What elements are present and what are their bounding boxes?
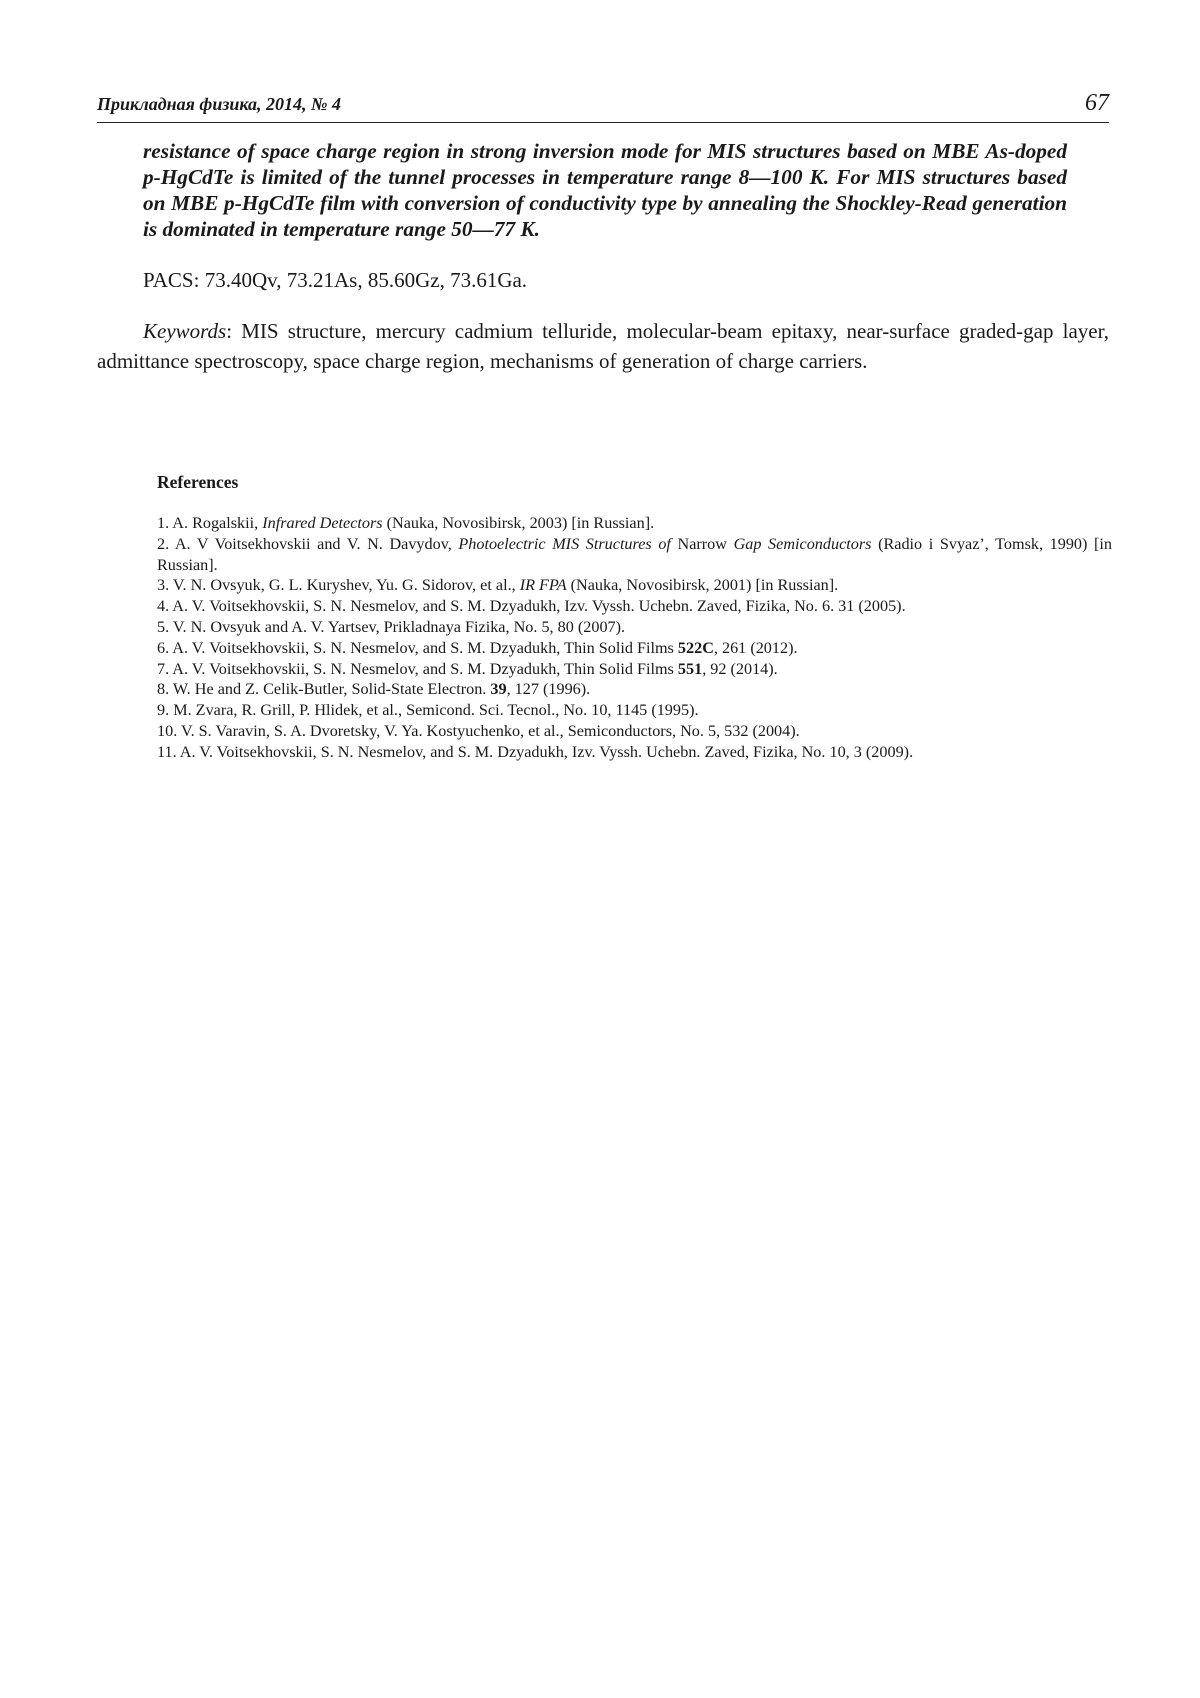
reference-item: 1. A. Rogalskii, Infrared Detectors (Nauka, Novosibirsk, 2003) [in Russian].: [157, 514, 655, 532]
running-header: [97, 92, 1109, 123]
reference-item: 10. V. S. Varavin, S. A. Dvoretsky, V. Ya. Kostyuchenko, et al., Semiconductors, No. 5, 532 (2004).: [157, 721, 800, 740]
reference-item: 5. V. N. Ovsyuk and A. V. Yartsev, Prikladnaya Fizika, No. 5, 80 (2007).: [157, 617, 626, 636]
reference-item: 2. A. V Voitsekhovskii and V. N. Davydov, Photoelectric MIS Structures of Narrow Gap Semiconductors (Radio i Svyaz’, Tomsk, 1990) [in Russian].: [157, 534, 1112, 574]
reference-item: 8. W. He and Z. Celik-Butler, Solid-State Electron. 39, 127 (1996).: [157, 680, 591, 699]
keywords-text: : MIS structure, mercury cadmium telluride, molecular-beam epitaxy, near-surface graded-gap layer, admittance spectroscopy, space charge region, mechanisms of generation of charge carriers.: [97, 319, 1109, 373]
reference-item: 9. M. Zvara, R. Grill, P. Hlidek, et al., Semicond. Sci. Tecnol., No. 10, 1145 (1995).: [157, 701, 699, 720]
reference-item: 7. A. V. Voitsekhovskii, S. N. Nesmelov, and S. M. Dzyadukh, Thin Solid Films 551, 92 (2014).: [157, 659, 778, 678]
reference-item: 11. A. V. Voitsekhovskii, S. N. Nesmelov, and S. M. Dzyadukh, Izv. Vyssh. Uchebn. Zaved, Fizika, No. 10, 3 (2009).: [157, 742, 914, 761]
pacs-codes: PACS: 73.40Qv, 73.21As, 85.60Gz, 73.61Ga.: [143, 268, 528, 292]
journal-citation: Прикладная физика, 2014, № 4: [97, 94, 342, 114]
page-number: 67: [1085, 90, 1109, 116]
reference-list: [157, 513, 1112, 763]
reference-item: 4. A. V. Voitsekhovskii, S. N. Nesmelov, and S. M. Dzyadukh, Izv. Vyssh. Uchebn. Zaved, Fizika, No. 6. 31 (2005).: [157, 597, 906, 616]
abstract-text: resistance of space charge region in strong inversion mode for MIS structures based on MBE As-doped p-HgCdTe is limited of the tunnel processes in temperature range 8—100 K. For MIS structures based on MBE p-HgCdTe film with conversion of conductivity type by annealing the Shockley-Read generation is dominated in temperature range 50—77 K.: [143, 139, 1067, 241]
reference-item: 3. V. N. Ovsyuk, G. L. Kuryshev, Yu. G. Sidorov, et al., IR FPA (Nauka, Novosibirsk, 2001) [in Russian].: [157, 576, 839, 595]
keywords-paragraph: [97, 316, 1109, 376]
references-heading: References: [157, 472, 239, 492]
reference-item: 6. A. V. Voitsekhovskii, S. N. Nesmelov, and S. M. Dzyadukh, Thin Solid Films 522C, 261 (2012).: [157, 638, 798, 657]
keywords-label: Keywords: [143, 319, 227, 343]
